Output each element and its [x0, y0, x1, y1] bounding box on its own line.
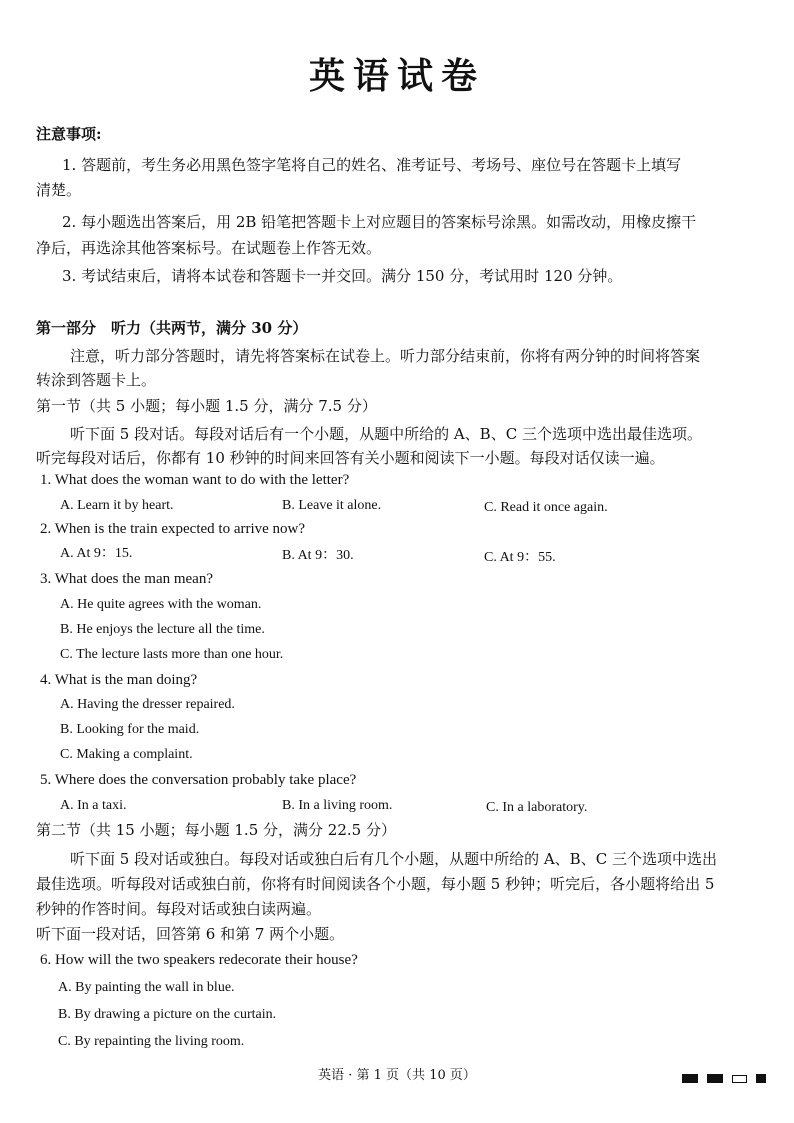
option-b: B. By drawing a picture on the curtain.: [58, 1007, 277, 1022]
question-stem: 4. What is the man doing?: [40, 672, 198, 688]
option-b: B. He enjoys the lecture all the time.: [60, 622, 265, 637]
section2-instruction: 听下面 5 段对话或独白。每段对话或独白后有几个小题，从题中所给的 A、B、C 三个选项中选出: [70, 850, 717, 868]
option-a: A. He quite agrees with the woman.: [60, 597, 262, 612]
notice-line: 3. 考试结束后，请将本试卷和答题卡一并交回。满分 150 分，考试用时 120 分钟。: [62, 267, 623, 285]
option-b: B. Looking for the maid.: [60, 722, 200, 737]
option-b: B. At 9：30.: [282, 548, 354, 563]
notice-line: 清楚。: [36, 181, 82, 199]
option-b: B. Leave it alone.: [282, 498, 382, 513]
filled-mark: [682, 1074, 698, 1083]
section2-instruction: 秒钟的作答时间。每段对话或独白读两遍。: [36, 900, 322, 918]
option-c: C. At 9：55.: [484, 550, 556, 565]
part1-note-line: 转涂到答题卡上。: [36, 371, 157, 389]
section1-instruction: 听完每段对话后，你都有 10 秒钟的时间来回答有关小题和阅读下一小题。每段对话仅读一遍。: [36, 449, 665, 467]
question-stem: 5. Where does the conversation probably take place?: [40, 772, 357, 788]
part1-heading: 第一部分 听力（共两节，满分 30 分）: [36, 319, 308, 337]
section1-instruction: 听下面 5 段对话。每段对话后有一个小题，从题中所给的 A、B、C 三个选项中选出最佳选项。: [70, 425, 702, 443]
group-intro: 听下面一段对话，回答第 6 和第 7 两个小题。: [36, 925, 345, 943]
notice-line: 净后，再选涂其他答案标号。在试题卷上作答无效。: [36, 239, 382, 257]
question-stem: 1. What does the woman want to do with the letter?: [40, 472, 350, 488]
option-a: A. By painting the wall in blue.: [58, 980, 235, 995]
option-b: B. In a living room.: [282, 798, 393, 813]
notice-line: 1. 答题前，考生务必用黑色签字笔将自己的姓名、准考证号、考场号、座位号在答题卡上填写: [62, 156, 682, 174]
option-a: A. In a taxi.: [60, 798, 127, 813]
question-stem: 6. How will the two speakers redecorate their house?: [40, 952, 358, 968]
section2-heading: 第二节（共 15 小题；每小题 1.5 分，满分 22.5 分）: [36, 821, 396, 839]
notice-heading: 注意事项:: [36, 125, 102, 143]
question-stem: 3. What does the man mean?: [40, 571, 213, 587]
section1-heading: 第一节（共 5 小题；每小题 1.5 分，满分 7.5 分）: [36, 397, 377, 415]
option-a: A. At 9：15.: [60, 546, 133, 561]
hollow-mark: [732, 1075, 747, 1083]
registration-marks: [682, 1068, 766, 1087]
part1-note-line: 注意，听力部分答题时，请先将答案标在试卷上。听力部分结束前，你将有两分钟的时间将答案: [70, 347, 701, 365]
filled-mark: [707, 1074, 723, 1083]
option-c: C. Read it once again.: [484, 500, 608, 515]
option-a: A. Having the dresser repaired.: [60, 697, 235, 712]
option-a: A. Learn it by heart.: [60, 498, 174, 513]
page-footer: 英语 · 第 1 页（共 10 页）: [318, 1068, 476, 1083]
option-c: C. In a laboratory.: [486, 800, 588, 815]
notice-line: 2. 每小题选出答案后，用 2B 铅笔把答题卡上对应题目的答案标号涂黑。如需改动，用橡皮擦干: [62, 213, 697, 231]
option-c: C. By repainting the living room.: [58, 1034, 245, 1049]
option-c: C. The lecture lasts more than one hour.: [60, 647, 284, 662]
page-title: 英语试卷: [308, 55, 485, 97]
question-stem: 2. When is the train expected to arrive now?: [40, 521, 306, 537]
filled-mark: [756, 1074, 766, 1083]
option-c: C. Making a complaint.: [60, 747, 193, 762]
section2-instruction: 最佳选项。听每段对话或独白前，你将有时间阅读各个小题，每小题 5 秒钟；听完后，各小题将给出 5: [36, 875, 715, 893]
